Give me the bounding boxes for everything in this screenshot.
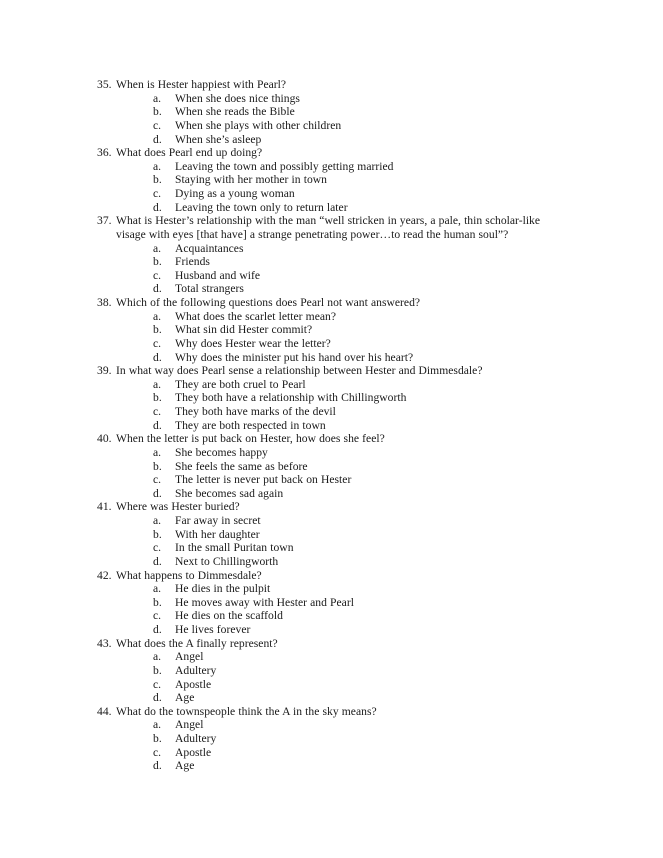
option-letter: b. <box>153 173 162 187</box>
option-text: He moves away with Hester and Pearl <box>175 595 354 609</box>
question-line <box>97 637 568 651</box>
option-letter: d. <box>153 486 162 500</box>
answer-option[interactable] <box>97 732 568 746</box>
question-block <box>97 705 568 773</box>
answer-options <box>97 582 568 637</box>
option-text: When she plays with other children <box>175 118 342 132</box>
option-text: When she’s asleep <box>175 132 262 146</box>
option-text: The letter is never put back on Hester <box>175 473 352 487</box>
answer-option[interactable] <box>97 310 568 324</box>
answer-option[interactable] <box>97 255 568 269</box>
answer-option[interactable] <box>97 201 568 215</box>
option-letter: c. <box>153 336 162 350</box>
question-number: 42. <box>97 568 112 582</box>
question-text: What do the townspeople think the A in the sky means? <box>116 704 377 718</box>
answer-option[interactable] <box>97 92 568 106</box>
option-letter: c. <box>153 473 162 487</box>
option-letter: b. <box>153 527 162 541</box>
answer-option[interactable] <box>97 541 568 555</box>
question-line <box>97 364 568 378</box>
option-text: They are both respected in town <box>175 418 326 432</box>
option-text: Angel <box>175 650 204 664</box>
question-number: 41. <box>97 500 112 514</box>
option-text: Age <box>175 759 195 773</box>
option-letter: b. <box>153 595 162 609</box>
option-text: She becomes sad again <box>175 486 284 500</box>
option-text: Age <box>175 691 195 705</box>
question-text: What does Pearl end up doing? <box>116 146 263 160</box>
question-text: When is Hester happiest with Pearl? <box>116 78 287 91</box>
answer-option[interactable] <box>97 337 568 351</box>
question-text: Where was Hester buried? <box>116 500 240 514</box>
answer-option[interactable] <box>97 160 568 174</box>
answer-option[interactable] <box>97 242 568 256</box>
answer-option[interactable] <box>97 187 568 201</box>
question-line <box>97 500 568 514</box>
answer-options <box>97 446 568 501</box>
option-letter: a. <box>153 514 162 527</box>
question-line <box>97 432 568 446</box>
question-text: What does the A finally represent? <box>116 636 278 650</box>
answer-options <box>97 718 568 773</box>
answer-option[interactable] <box>97 691 568 705</box>
answer-option[interactable] <box>97 650 568 664</box>
option-text: Leaving the town and possibly getting married <box>175 159 394 173</box>
option-letter: d. <box>153 350 162 364</box>
question-text: What is Hester’s relationship with the man “well stricken in years, a pale, thin scholar-like visage with eyes [that have] a strange penetrating power…to read the human soul”? <box>116 214 541 241</box>
answer-option[interactable] <box>97 378 568 392</box>
option-text: She feels the same as before <box>175 459 308 473</box>
option-letter: d. <box>153 623 162 636</box>
option-text: In the small Puritan town <box>175 541 294 555</box>
option-text: When she reads the Bible <box>175 105 295 119</box>
answer-option[interactable] <box>97 623 568 637</box>
option-text: They both have marks of the devil <box>175 405 336 418</box>
option-letter: a. <box>153 159 162 173</box>
option-letter: a. <box>153 309 162 323</box>
option-letter: d. <box>153 554 162 568</box>
answer-options <box>97 310 568 365</box>
answer-options <box>97 514 568 569</box>
answer-option[interactable] <box>97 419 568 433</box>
option-letter: a. <box>153 650 162 664</box>
question-list <box>97 78 568 773</box>
option-letter: d. <box>153 418 162 432</box>
question-block <box>97 364 568 432</box>
option-letter: b. <box>153 391 162 405</box>
option-text: He lives forever <box>175 623 251 636</box>
question-block <box>97 146 568 214</box>
answer-options <box>97 378 568 433</box>
answer-option[interactable] <box>97 323 568 337</box>
answer-option[interactable] <box>97 555 568 569</box>
question-block <box>97 500 568 568</box>
answer-option[interactable] <box>97 460 568 474</box>
option-text: Husband and wife <box>175 268 261 282</box>
question-text: What happens to Dimmesdale? <box>116 568 262 582</box>
option-letter: a. <box>153 582 162 596</box>
option-text: Why does Hester wear the letter? <box>175 336 331 350</box>
answer-option[interactable] <box>97 514 568 528</box>
option-letter: c. <box>153 187 162 200</box>
option-text: They both have a relationship with Chillingworth <box>175 391 407 405</box>
option-letter: c. <box>153 677 162 691</box>
option-text: Apostle <box>175 745 212 759</box>
answer-options <box>97 92 568 147</box>
answer-option[interactable] <box>97 105 568 119</box>
question-block <box>97 214 568 296</box>
question-block <box>97 432 568 500</box>
question-number: 37. <box>97 214 112 228</box>
option-letter: a. <box>153 718 162 732</box>
option-letter: a. <box>153 241 162 255</box>
question-text: When the letter is put back on Hester, how does she feel? <box>116 432 385 446</box>
answer-option[interactable] <box>97 596 568 610</box>
answer-option[interactable] <box>97 133 568 147</box>
question-line <box>97 78 568 92</box>
question-text: In what way does Pearl sense a relationship between Hester and Dimmesdale? <box>116 364 483 378</box>
option-letter: d. <box>153 200 162 214</box>
option-letter: b. <box>153 732 162 745</box>
answer-option[interactable] <box>97 718 568 732</box>
option-text: Dying as a young woman <box>175 187 295 200</box>
option-text: Apostle <box>175 677 212 691</box>
option-letter: b. <box>153 255 162 269</box>
answer-option[interactable] <box>97 609 568 623</box>
answer-option[interactable] <box>97 759 568 773</box>
option-text: When she does nice things <box>175 91 300 105</box>
option-letter: b. <box>153 323 162 337</box>
option-letter: a. <box>153 91 162 105</box>
question-number: 35. <box>97 78 112 91</box>
answer-option[interactable] <box>97 446 568 460</box>
option-text: Angel <box>175 718 204 732</box>
option-text: Next to Chillingworth <box>175 554 279 568</box>
option-text: Leaving the town only to return later <box>175 200 348 214</box>
option-letter: c. <box>153 745 162 759</box>
question-line <box>97 705 568 719</box>
option-letter: b. <box>153 663 162 677</box>
answer-option[interactable] <box>97 173 568 187</box>
question-number: 43. <box>97 636 112 650</box>
question-line <box>97 146 568 160</box>
option-text: What sin did Hester commit? <box>175 323 313 337</box>
answer-option[interactable] <box>97 269 568 283</box>
question-block <box>97 637 568 705</box>
option-text: What does the scarlet letter mean? <box>175 309 337 323</box>
option-text: Far away in secret <box>175 514 261 527</box>
option-letter: d. <box>153 691 162 705</box>
answer-option[interactable] <box>97 582 568 596</box>
option-letter: d. <box>153 759 162 773</box>
option-letter: a. <box>153 377 162 391</box>
question-number: 39. <box>97 364 112 378</box>
answer-option[interactable] <box>97 528 568 542</box>
option-letter: c. <box>153 405 162 418</box>
question-block <box>97 296 568 364</box>
question-block <box>97 569 568 637</box>
option-letter: d. <box>153 282 162 296</box>
answer-option[interactable] <box>97 746 568 760</box>
answer-option[interactable] <box>97 473 568 487</box>
option-letter: c. <box>153 268 162 282</box>
option-letter: c. <box>153 118 162 132</box>
answer-options <box>97 242 568 297</box>
option-letter: c. <box>153 609 162 623</box>
option-text: Staying with her mother in town <box>175 173 327 187</box>
answer-option[interactable] <box>97 487 568 501</box>
option-text: He dies in the pulpit <box>175 582 271 596</box>
option-text: Friends <box>175 255 210 269</box>
question-number: 44. <box>97 704 112 718</box>
answer-option[interactable] <box>97 351 568 365</box>
question-number: 36. <box>97 146 112 160</box>
option-letter: b. <box>153 459 162 473</box>
answer-option[interactable] <box>97 678 568 692</box>
option-text: She becomes happy <box>175 445 268 459</box>
option-text: Adultery <box>175 732 217 745</box>
option-text: With her daughter <box>175 527 260 541</box>
answer-options <box>97 650 568 705</box>
answer-option[interactable] <box>97 119 568 133</box>
question-line <box>97 569 568 583</box>
option-letter: d. <box>153 132 162 146</box>
option-text: They are both cruel to Pearl <box>175 377 306 391</box>
question-line <box>97 214 568 241</box>
option-text: Adultery <box>175 663 217 677</box>
question-line <box>97 296 568 310</box>
option-text: Total strangers <box>175 282 244 296</box>
question-text: Which of the following questions does Pearl not want answered? <box>116 296 421 309</box>
answer-option[interactable] <box>97 405 568 419</box>
option-text: Acquaintances <box>175 241 244 255</box>
option-text: He dies on the scaffold <box>175 609 283 623</box>
option-letter: c. <box>153 541 162 555</box>
option-letter: a. <box>153 445 162 459</box>
question-number: 40. <box>97 432 112 446</box>
question-number: 38. <box>97 296 112 309</box>
answer-option[interactable] <box>97 664 568 678</box>
option-text: Why does the minister put his hand over his heart? <box>175 350 414 364</box>
answer-option[interactable] <box>97 282 568 296</box>
question-block <box>97 78 568 146</box>
answer-options <box>97 160 568 215</box>
answer-option[interactable] <box>97 391 568 405</box>
option-letter: b. <box>153 105 162 119</box>
